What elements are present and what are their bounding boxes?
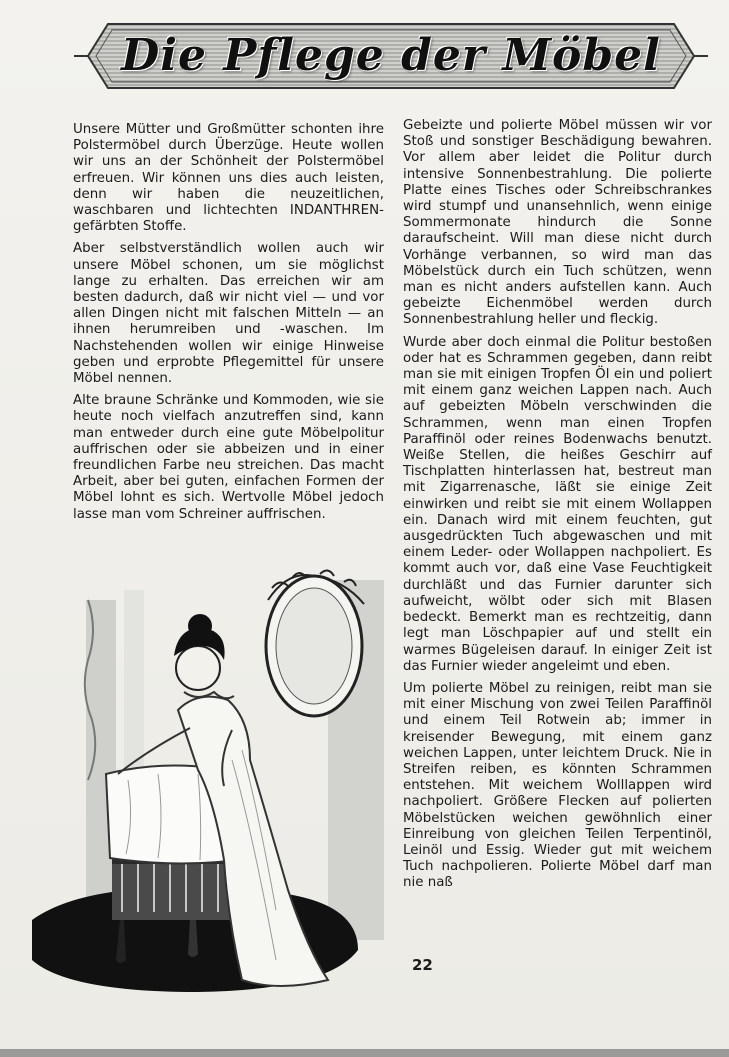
paragraph: Wurde aber doch einmal die Politur bestoßen oder hat es Schrammen gegeben, dann reibt man sie mit einigen Tropfen Öl ein und poliert mit einem ganz weichen Lappen nach. Auch auf gebeizten Möbeln verschwinden die Schrammen, wenn man einen Tropfen Paraffinöl oder reines Bodenwachs benutzt. Weiße Stellen, die heißes Geschirr auf Tischplatten hinterlassen hat, bestreut man mit Zigarrenasche, läßt sie einige Zeit einwirken und reibt sie mit einem Wollappen ein. Danach wird mit einem feuchten, gut ausgedrückten Tuch abgewaschen und mit einem Leder- oder Wollappen nachpoliert. Es kommt auch vor, daß eine Vase Feuchtigkeit durchläßt und das Furnier darunter sich aufweicht, wölbt oder sich mit Blasen bedeckt. Bemerkt man es rechtzeitig, dann legt man Löschpapier auf und stellt ein warmes Bügeleisen darauf. In einiger Zeit ist das Furnier wieder angeleimt und eben. [403, 334, 712, 674]
page-number: 22 [412, 956, 433, 974]
page-title: Die Pflege der Möbel [121, 30, 661, 81]
paragraph: Aber selbstverständlich wollen auch wir unsere Möbel schonen, um sie möglichst lange zu erhalten. Das erreichen wir am besten dadurch, daß wir nicht viel — und vor allen Dingen nicht mit falschen Mitteln — an ihnen herumreiben und -waschen. Im Nachstehenden wollen wir einige Hinweise geben und erprobte Pflegemittel für unsere Möbel nennen. [73, 241, 384, 387]
paragraph: Um polierte Möbel zu reinigen, reibt man sie mit einer Mischung von zwei Teilen Paraffinöl und einem Teil Rotwein ab; immer in kreisender Bewegung, mit einem ganz weichen Lappen, unter leichtem Druck. Nie in Streifen reiben, es könnten Schrammen entstehen. Mit weichem Wolllappen wird nachpoliert. Größere Flecken auf polierten Möbelstücken weichen gewöhnlich einer Einreibung von gleichen Teilen Terpentinöl, Leinöl und Essig. Wieder gut mit weichem Tuch nachpolieren. Polierte Möbel darf man nie naß [403, 680, 712, 891]
title-banner [74, 20, 708, 92]
page-edge [0, 1049, 729, 1057]
right-text-column [403, 118, 712, 898]
paragraph: Unsere Mütter und Großmütter schonten ihre Polstermöbel durch Überzüge. Heute wollen wir uns an der Schönheit der Polstermöbel erfreuen. Wir können uns dies auch leisten, denn wir haben die neuzeitlichen, waschbaren und lichtechten INDANTHREN-gefärbten Stoffe. [73, 122, 384, 235]
paragraph: Alte braune Schränke und Kommoden, wie sie heute noch vielfach anzutreffen sind, kann man entweder durch eine gute Möbelpolitur auffrischen oder sie abbeizen und in einer freundlichen Farbe neu streichen. Das macht Arbeit, aber bei guten, einfachen Formen der Möbel lohnt es sich. Wertvolle Möbel jedoch lasse man vom Schreiner auffrischen. [73, 393, 384, 522]
paragraph: Gebeizte und polierte Möbel müssen wir vor Stoß und sonstiger Beschädigung bewahren. Vor allem aber leidet die Politur durch intensive Sonnenbestrahlung. Die polierte Platte eines Tisches oder Schreibschrankes wird stumpf und unansehnlich, wenn einige Sommermonate hindurch die Sonne daraufscheint. Will man diese nicht durch Vorhänge verbannen, so wird man das Möbelstück durch ein Tuch schützen, wenn man es nicht anders aufstellen kann. Auch gebeizte Eichenmöbel werden durch Sonnenbestrahlung heller und fleckig. [403, 118, 712, 328]
woman-with-furniture-illustration [28, 560, 394, 1000]
left-text-column [73, 122, 384, 529]
